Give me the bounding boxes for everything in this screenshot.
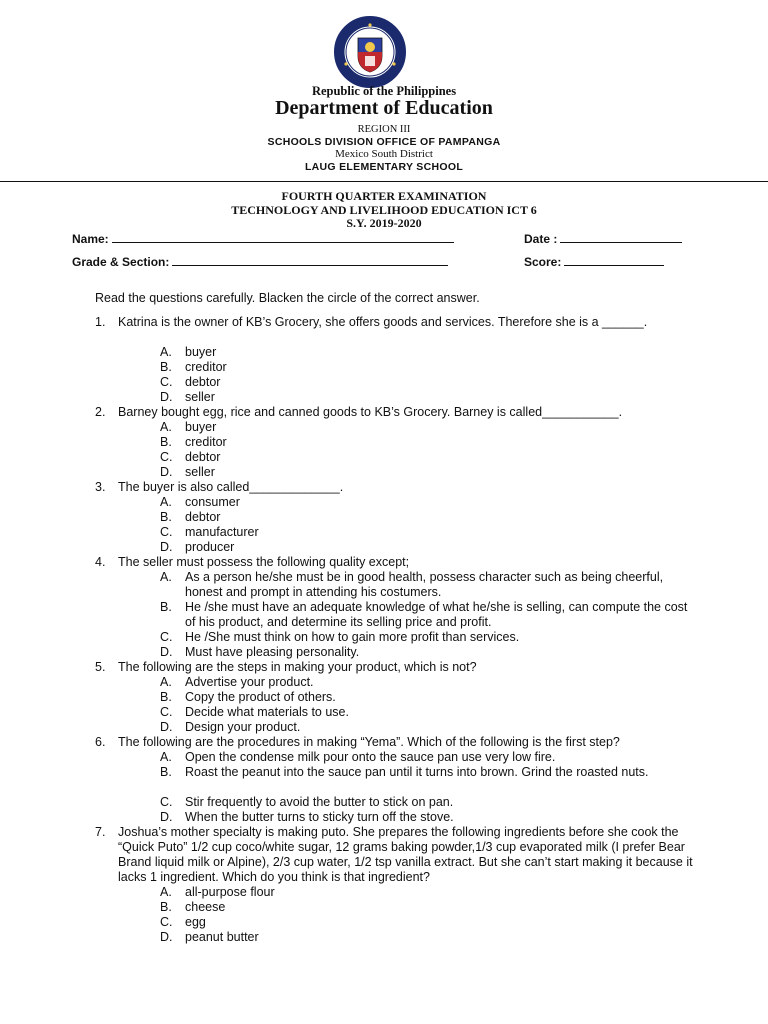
question-1 [95, 315, 695, 345]
name-label: Name: [72, 232, 109, 246]
question-text: Joshua’s mother specialty is making puto. She prepares the following ingredients before she cook the “Quick Puto” 1/2 cup coco/white sugar, 12 grams baking powder,1/3 cup evaporated milk (I prefer Bear Brand liquid milk or Alpine), 2/3 cup water, 1/2 tsp vanilla extract. But she can’t start making it because it lacks 1 ingredient. Which do you think is that ingredient? [118, 825, 693, 884]
question-number: 6. [95, 735, 106, 749]
exam-school-year: S.Y. 2019-2020 [346, 216, 422, 230]
school-heading: LAUG ELEMENTARY SCHOOL [304, 161, 464, 173]
date-blank[interactable] [560, 231, 682, 243]
question-text: The seller must possess the following quality except; [118, 555, 410, 569]
exam-subject: TECHNOLOGY AND LIVELIHOOD EDUCATION ICT 6 [231, 203, 537, 217]
grade-section-blank[interactable] [172, 254, 448, 266]
exam-page: Republic of the Philippines Department of Education REGION III SCHOOLS DIVISION OFFICE OF PAMPANGA Mexico South District LAUG ELEMENTARY SCHOOL FOURTH QUARTER EXAMINATION TECHNOLOGY AND LIVELIHOOD EDUCATION ICT 6 S.Y. 2019-2020 Name: Date : Grade & Section: Score: Read the questions carefully. Blacken the circle of the correct answer. 1. Katrina is the owner of KB’s Grocery, she offers goods and services. Therefore she is a ______. A. buyer B. creditor C. debtor D. seller 2. Barney bought egg, rice and canned goods to KB’s Grocery. Barney is called___________. A. buyer B. creditor C. debtor D. seller 3. The buyer is also called_____________. A. consumer B. debtor C. manufacturer D. producer 4. The seller must possess the following quality except; A. As a person he/she must be in good health, possess character such as being cheerful, honest and prompt in attending his costumers. B. He /she must have an adequate knowledge of what he/she is selling, can compute the cost of his product, and determine its selling price and profit. C. He /She must think on how to gain more profit than services. D. Must have pleasing personality. 5. The following are the steps in making your product, which is not? A. Advertise your product. B. Copy the product of others. C. Decide what materials to use. D. Design your product. 6. The following are the procedures in making “Yema”. Which of the following is the first step? A. Open the condense milk pour onto the sauce pan use very low fire. B. Roast the peanut into the sauce pan until it turns into brown. Grind the roasted nuts. C. Stir frequently to avoid the butter to stick on pan. D. When the butter turns to sticky turn off the stove. 7. Joshua’s mother specialty is making puto. She prepares the following ingredients before she cook the “Quick Puto” 1/2 cup coco/white sugar, 12 grams baking powder,1/3 cup evaporated milk (I prefer Bear Brand liquid milk or Alpine), 2/3 cup water, 1/2 tsp vanilla extract. But she can’t start making it because it lacks 1 ingredient. Which do you think is that ingredient? A. all-purpose flour B. cheese C. egg D. peanut butter [0, 0, 768, 1024]
score-field[interactable] [524, 254, 664, 269]
question-number: 3. [95, 480, 106, 494]
question-text: The following are the procedures in making “Yema”. Which of the following is the first step? [118, 735, 620, 749]
exam-title: FOURTH QUARTER EXAMINATION [281, 189, 487, 203]
score-label: Score: [524, 255, 562, 269]
question-text: The following are the steps in making your product, which is not? [118, 660, 477, 674]
deped-seal-logo [334, 16, 406, 88]
question-text: The buyer is also called_____________. [118, 480, 344, 494]
question-text: Barney bought egg, rice and canned goods to KB’s Grocery. Barney is called___________. [118, 405, 623, 419]
question-number: 7. [95, 825, 106, 839]
question-text: Katrina is the owner of KB’s Grocery, she offers goods and services. Therefore she is a ______. [118, 315, 648, 329]
header-divider [0, 181, 768, 182]
division-heading: SCHOOLS DIVISION OFFICE OF PAMPANGA [267, 136, 501, 148]
grade-section-field[interactable] [72, 254, 448, 269]
date-label: Date : [524, 232, 558, 246]
name-blank[interactable] [112, 231, 454, 243]
republic-heading: Republic of the Philippines [311, 84, 457, 98]
question-number: 4. [95, 555, 106, 569]
question-number: 1. [95, 315, 106, 329]
grade-section-label: Grade & Section: [72, 255, 170, 269]
district-heading: Mexico South District [335, 148, 433, 160]
department-heading: Department of Education [275, 97, 493, 119]
question-number: 2. [95, 405, 106, 419]
question-number: 5. [95, 660, 106, 674]
date-field[interactable] [524, 231, 682, 246]
region-heading: REGION III [357, 124, 411, 135]
name-field[interactable] [72, 231, 454, 246]
score-blank[interactable] [564, 254, 664, 266]
instructions-text: Read the questions carefully. Blacken the circle of the correct answer. [95, 291, 480, 305]
